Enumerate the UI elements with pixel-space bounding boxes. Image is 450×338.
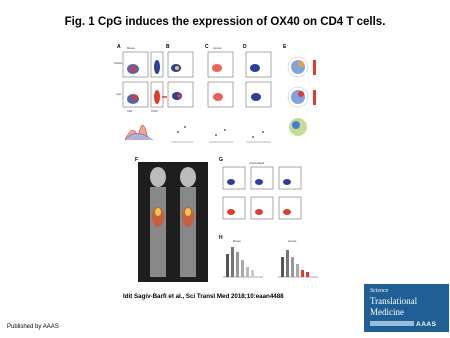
panel-label-d: D (243, 44, 247, 50)
logo-line-1: Science (370, 288, 389, 294)
label-human: Human (213, 47, 222, 50)
panel-b-plots (162, 52, 193, 107)
panel-label-g: G (219, 157, 223, 163)
label-vehicle: Vehicle (114, 62, 123, 65)
bottom-row-graphs (125, 125, 271, 142)
logo-line-4: AAAS (416, 321, 437, 328)
logo-line-2: Translational (370, 296, 418, 306)
panel-a-plots (123, 52, 163, 107)
panel-label-b: B (166, 44, 170, 50)
citation: Idit Sagiv-Barfi et al., Sci Transl Med 2018;10:eaan4488 (123, 293, 284, 300)
panel-label-c: C (205, 44, 209, 50)
logo-line-3: Medicine (370, 307, 404, 317)
panel-label-h: H (219, 235, 223, 241)
figure-graphics (113, 42, 335, 289)
label-mouse: Mouse (127, 47, 135, 50)
label-mouse-h: Mouse (233, 240, 241, 243)
panel-label-e: E (283, 44, 287, 50)
publisher-note: Published by AAAS (7, 324, 59, 330)
panel-d-plots (246, 52, 271, 107)
label-unstim: Unstimulated (249, 162, 265, 165)
panel-g-plots (223, 167, 301, 219)
label-cd4: CD4 (127, 110, 133, 113)
panel-label-f: F (135, 157, 139, 163)
panel-label-a: A (117, 44, 121, 50)
label-ox40: OX40 (151, 110, 158, 113)
figure-title: Fig. 1 CpG induces the expression of OX40 on CD4 T cells. (64, 16, 386, 28)
label-cpg: CpG (116, 93, 122, 96)
logo-bar (370, 321, 414, 326)
journal-logo (364, 284, 449, 332)
label-human-h: Human (288, 240, 297, 243)
scientific-figure (113, 42, 335, 289)
panel-c-plots (208, 52, 233, 107)
panel-e-plots (288, 57, 316, 136)
panel-f-images (138, 162, 208, 282)
panel-h-bars (223, 247, 318, 277)
